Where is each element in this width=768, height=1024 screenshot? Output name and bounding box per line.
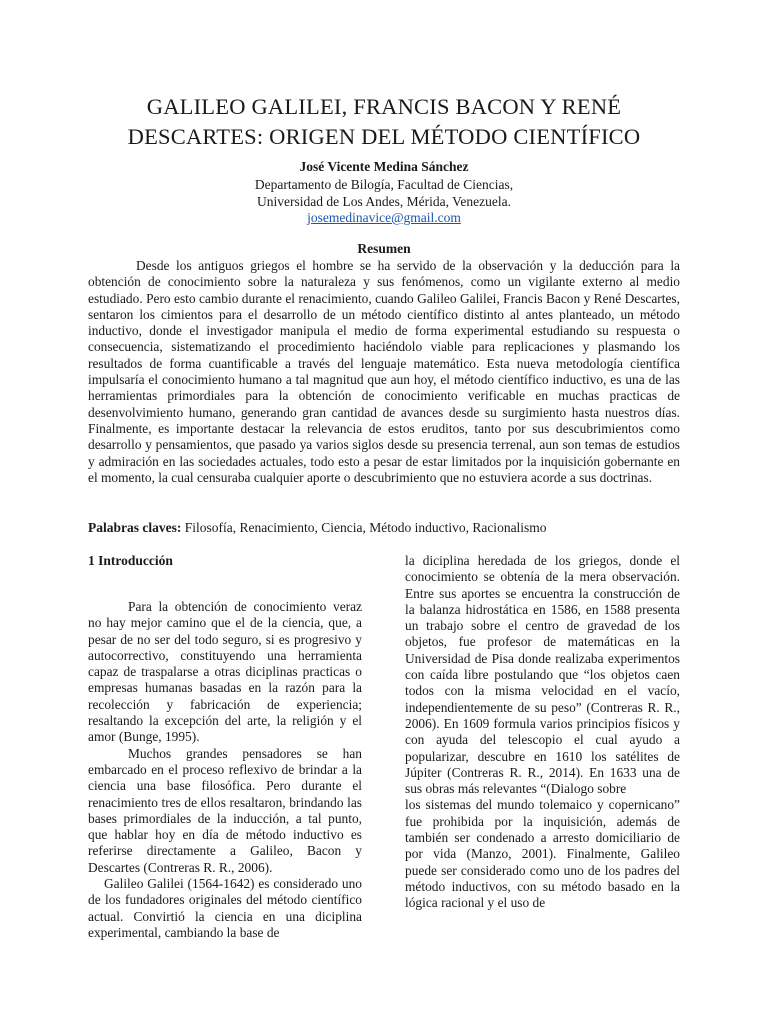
- affiliation-line-1: Departamento de Bilogía, Facultad de Ciencias,: [254, 177, 514, 192]
- affiliation-line-2: Universidad de Los Andes, Mérida, Venezuela.: [257, 193, 511, 209]
- title-line-1: GALILEO GALILEI, FRANCIS BACON Y RENÉ: [146, 94, 622, 119]
- author-name: José Vicente Medina Sánchez: [299, 159, 469, 174]
- keywords: [88, 519, 688, 537]
- author-email-link[interactable]: josemedinavice@gmail.com: [307, 210, 461, 225]
- intro-paragraph-1: Para la obtención de conocimiento veraz no hay mejor camino que el de la ciencia, que, a pesar de no ser del todo seguro, si es progresivo y autocorrectivo, constituyendo una herramienta capaz de traspalarse a otras diciplinas practicas o empresas humanas basadas en la razón para la recolección y fabricación de experiencia; resaltando la excepción del arte, la religión y el amor (Bunge, 1995).: [88, 599, 362, 745]
- affiliation: [0, 177, 768, 227]
- abstract-heading: Resumen: [357, 241, 411, 256]
- intro-paragraph-3: Galileo Galilei (1564-1642) es considerado uno de los fundadores originales del método científico actual. Convirtió la ciencia en una diciplina experimental, cambiando la base de: [88, 876, 362, 940]
- intro-paragraph-5: los sistemas del mundo tolemaico y copernicano” fue prohibida por la inquisición, además de también ser condenado a arresto domiciliario de por vida (Manzo, 2001). Finalmente, Galileo puede ser considerado como uno de los padres del método inductivos, con su método basado en la lógica racional y el uso de: [405, 797, 680, 911]
- intro-paragraph-4: la diciplina heredada de los griegos, donde el conocimiento se obtenía de la mera observación. Entre sus aportes se encuentra la construcción de la balanza hidrostática en 1586, en 1588 presenta un trabajo sobre el centro de gravedad de los objetos, fue profesor de matemáticas en la Universidad de Pisa donde realizaba experimentos con caída libre postulando que “los objetos caen todos con la misma velocidad en el vacío, independientemente de su peso” (Contreras R. R., 2006). En 1609 formula varios principios físicos y con ayuda del telescopio el cual ayudo a popularizar, descubre en 1610 los satélites de Júpiter (Contreras R. R., 2014). En 1633 una de sus obras más relevantes “(Dialogo sobre: [405, 553, 680, 797]
- section-heading-introduccion: 1 Introducción: [88, 553, 173, 568]
- right-column: [405, 553, 680, 912]
- left-column: [88, 553, 362, 941]
- intro-paragraph-2: Muchos grandes pensadores se han embarcado en el proceso reflexivo de brindar a la ciencia una base filosófica. Pero durante el renacimiento tres de ellos resaltaron, brindando las bases primordiales de la inducción, a tal punto, que hablar hoy en día de método inductivo es referirse directamente a Galileo, Bacon y Descartes (Contreras R. R., 2006).: [88, 745, 362, 875]
- abstract-text: Desde los antiguos griegos el hombre se ha servido de la observación y la deducción para la obtención de conocimiento sobre la naturaleza y sus fenómenos, como un vigilante externo al medio estudiado. Pero esto cambio durante el renacimiento, cuando Galileo Galilei, Francis Bacon y René Descartes, sentaron los cimientos para el desarrollo de un método científico distinto al antes planteado, un método inductivo, donde el investigador manipula el medio de forma experimental estudiando su respuesta o consecuencia, sistematizando el procedimiento haciéndolo viable para replicaciones y plasmando los resultados de forma cuantificable a través del lenguaje matemático. Esta nueva metodología científica impulsaría el conocimiento humano a tal magnitud que aun hoy, el método científico inductivo, es una de las herramientas primordiales para la obtención de conocimiento verificable en muchas practicas de desenvolvimiento humano, generando gran cantidad de avances desde su surgimiento hasta nuestros días. Finalmente, es importante destacar la relevancia de estos eruditos, tanto por sus descubrimientos como desarrollo y pensamientos, que pasado ya varios siglos desde su presencia terrenal, aun son temas de estudios y admiración en las sociedades actuales, todo esto a pesar de estar limitados por la inquisición gobernante en el momento, la cual censuraba cualquier aporte o descubrimiento que no estuviera acorde a sus doctrinas.: [88, 258, 680, 485]
- keywords-label: Palabras claves:: [88, 520, 182, 535]
- paper-title: [60, 92, 708, 152]
- keywords-text: Filosofía, Renacimiento, Ciencia, Método inductivo, Racionalismo: [184, 520, 547, 535]
- title-line-2: DESCARTES: ORIGEN DEL MÉTODO CIENTÍFICO: [127, 124, 641, 149]
